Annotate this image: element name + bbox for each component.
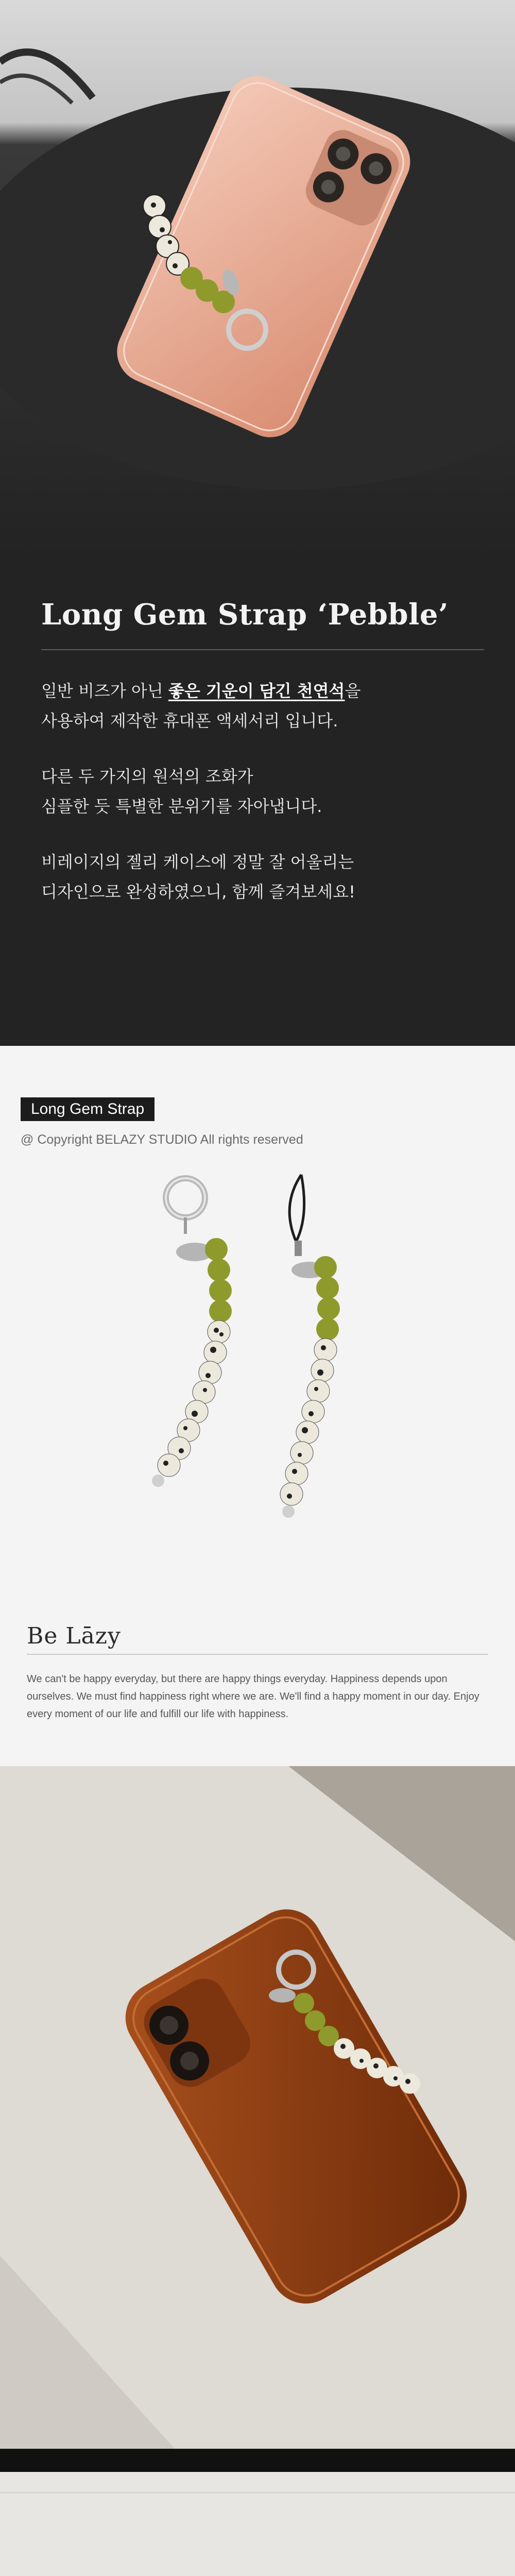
- description-paragraph-2: [41, 761, 484, 821]
- description-paragraph-3: [41, 847, 484, 907]
- strap-product-image: [0, 1164, 515, 1607]
- hero-section: [0, 0, 515, 1046]
- desc-text: 사용하여 제작한 휴대폰 액세서리 입니다.: [41, 711, 338, 731]
- brand-logo: Be Lāzy: [27, 1623, 121, 1649]
- desc-text: 디자인으로 완성하였으니, 함께 즐겨보세요!: [41, 882, 355, 902]
- divider: [27, 1654, 488, 1655]
- brand-message: We can't be happy everyday, but there are happy things everyday. Happiness depends upon ourselves. We must find happiness right where we are. We'll find a happy moment in our day. Enjoy every moment of our life and fulfill our life with happiness.: [27, 1673, 479, 1720]
- ring-strap: [152, 1178, 232, 1487]
- logo-tag-icon: [269, 1988, 296, 2003]
- desc-text: 다른 두 가지의 원석의 조화가: [41, 767, 253, 786]
- cord-strap: [280, 1175, 340, 1518]
- product-name-badge: Long Gem Strap: [21, 1097, 154, 1121]
- product-info-section: [0, 1046, 515, 1766]
- blue-case-photo-section: [0, 2472, 515, 2576]
- hero-text-block: [41, 598, 484, 933]
- desc-text: 일반 비즈가 아닌: [41, 681, 168, 701]
- blue-case-photo: [0, 2472, 515, 2576]
- brown-case-photo: [0, 1766, 515, 2472]
- copyright-text: @ Copyright BELAZY STUDIO All rights reserved: [21, 1132, 303, 1147]
- hero-product-photo: [0, 0, 515, 556]
- desc-text: 을: [345, 681, 361, 701]
- product-title: Long Gem Strap ‘Pebble’: [41, 598, 449, 632]
- highlight-text: 좋은 기운이 담긴 천연석: [168, 681, 345, 701]
- brown-case-photo-section: [0, 1766, 515, 2472]
- description-paragraph-1: [41, 676, 484, 736]
- desc-text: 비레이지의 젤리 케이스에 정말 잘 어울리는: [41, 852, 354, 872]
- divider: [41, 649, 484, 650]
- desc-text: 심플한 듯 특별한 분위기를 자아냅니다.: [41, 796, 322, 816]
